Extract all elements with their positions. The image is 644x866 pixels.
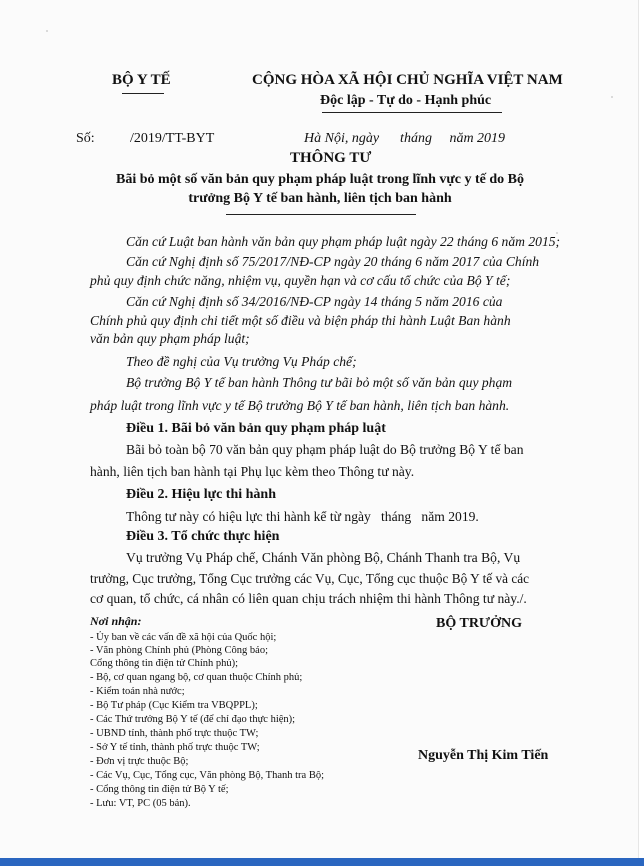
- preamble-line: Căn cứ Nghị định số 34/2016/NĐ-CP ngày 14 tháng 5 năm 2016 của: [126, 294, 503, 309]
- signer-name: Nguyễn Thị Kim Tiến: [418, 748, 549, 763]
- preamble-line: văn bản quy phạm pháp luật;: [90, 331, 250, 346]
- recipient-item: - Các Thứ trưởng Bộ Y tế (để chỉ đạo thực hiện);: [90, 714, 296, 725]
- article-3-title: Điều 3. Tổ chức thực hiện: [126, 529, 280, 544]
- nation-title: CỘNG HÒA XÃ HỘI CHỦ NGHĨA VIỆT NAM: [252, 72, 563, 88]
- recipient-item: - Ủy ban về các vấn đề xã hội của Quốc hội;: [90, 632, 277, 643]
- recipient-item: - Cổng thông tin điện tử Bộ Y tế;: [90, 784, 229, 795]
- recipient-item: - Kiểm toán nhà nước;: [90, 686, 185, 697]
- preamble-line: phủ quy định chức năng, nhiệm vụ, quyền hạn và cơ cấu tổ chức của Bộ Y tế;: [90, 273, 511, 288]
- subject-underline: [226, 214, 416, 215]
- place-and-date: Hà Nội, ngày tháng năm 2019: [304, 131, 506, 146]
- article-2-line: Thông tư này có hiệu lực thi hành kể từ ngày tháng năm 2019.: [126, 509, 479, 524]
- scan-speck: [556, 232, 558, 234]
- preamble-line: Căn cứ Nghị định số 75/2017/NĐ-CP ngày 20 tháng 6 năm 2017 của Chính: [126, 254, 540, 269]
- document-subject: [90, 170, 550, 208]
- signature-title: BỘ TRƯỞNG: [436, 616, 522, 631]
- recipient-item: - Bộ, cơ quan ngang bộ, cơ quan thuộc Chính phủ;: [90, 672, 303, 683]
- document-number-label: Số:: [76, 131, 95, 146]
- ministry-name: BỘ Y TẾ: [112, 72, 171, 88]
- preamble-line: Chính phủ quy định chi tiết một số điều và biện pháp thi hành Luật Ban hành: [90, 313, 511, 328]
- recipients-title: Nơi nhận:: [90, 614, 142, 628]
- preamble-line: Căn cứ Luật ban hành văn bản quy phạm pháp luật ngày 22 tháng 6 năm 2015;: [126, 234, 561, 249]
- article-1-line: Bãi bỏ toàn bộ 70 văn bản quy phạm pháp luật do Bộ trưởng Bộ Y tế ban: [126, 442, 524, 457]
- article-3-line: cơ quan, tổ chức, cá nhân có liên quan chịu trách nhiệm thi hành Thông tư này./.: [90, 591, 527, 606]
- recipient-item: - Văn phòng Chính phủ (Phòng Công báo;: [90, 645, 269, 656]
- article-3-line: trưởng, Cục trưởng, Tổng Cục trưởng các Vụ, Cục, Tổng cục thuộc Bộ Y tế và các: [90, 571, 530, 586]
- subject-line: Bãi bỏ một số văn bản quy phạm pháp luật trong lĩnh vực y tế do Bộ: [115, 172, 525, 187]
- article-1-title: Điều 1. Bãi bỏ văn bản quy phạm pháp luật: [126, 421, 386, 436]
- document-number: /2019/TT-BYT: [130, 131, 215, 146]
- subject-line: trưởng Bộ Y tế ban hành, liên tịch ban hành: [188, 191, 452, 206]
- motto-underline: [322, 112, 502, 113]
- viewer-bottom-bar: [0, 858, 644, 866]
- recipient-item: Cổng thông tin điện tử Chính phủ);: [90, 658, 239, 669]
- recipient-item: - Lưu: VT, PC (05 bản).: [90, 798, 191, 809]
- recipient-item: - UBND tỉnh, thành phố trực thuộc TW;: [90, 728, 259, 739]
- national-motto: Độc lập - Tự do - Hạnh phúc: [320, 93, 492, 108]
- scan-speck: [46, 30, 48, 32]
- recipient-item: - Bộ Tư pháp (Cục Kiểm tra VBQPPL);: [90, 700, 258, 711]
- recipient-item: - Đơn vị trực thuộc Bộ;: [90, 756, 189, 767]
- article-1-line: hành, liên tịch ban hành tại Phụ lục kèm theo Thông tư này.: [90, 464, 415, 479]
- scan-speck: [611, 96, 613, 98]
- article-3-line: Vụ trưởng Vụ Pháp chế, Chánh Văn phòng Bộ, Chánh Thanh tra Bộ, Vụ: [126, 550, 521, 565]
- recipient-item: - Sở Y tế tỉnh, thành phố trực thuộc TW;: [90, 742, 260, 753]
- preamble-line: Theo đề nghị của Vụ trưởng Vụ Pháp chế;: [126, 354, 357, 369]
- preamble-line: pháp luật trong lĩnh vực y tế Bộ trưởng Bộ Y tế ban hành, liên tịch ban hành.: [90, 398, 510, 413]
- document-type: THÔNG TƯ: [290, 150, 372, 166]
- recipient-item: - Các Vụ, Cục, Tổng cục, Văn phòng Bộ, Thanh tra Bộ;: [90, 770, 324, 781]
- article-2-title: Điều 2. Hiệu lực thi hành: [126, 487, 276, 502]
- preamble-line: Bộ trưởng Bộ Y tế ban hành Thông tư bãi bỏ một số văn bản quy phạm: [126, 375, 513, 390]
- ministry-underline: [122, 93, 164, 94]
